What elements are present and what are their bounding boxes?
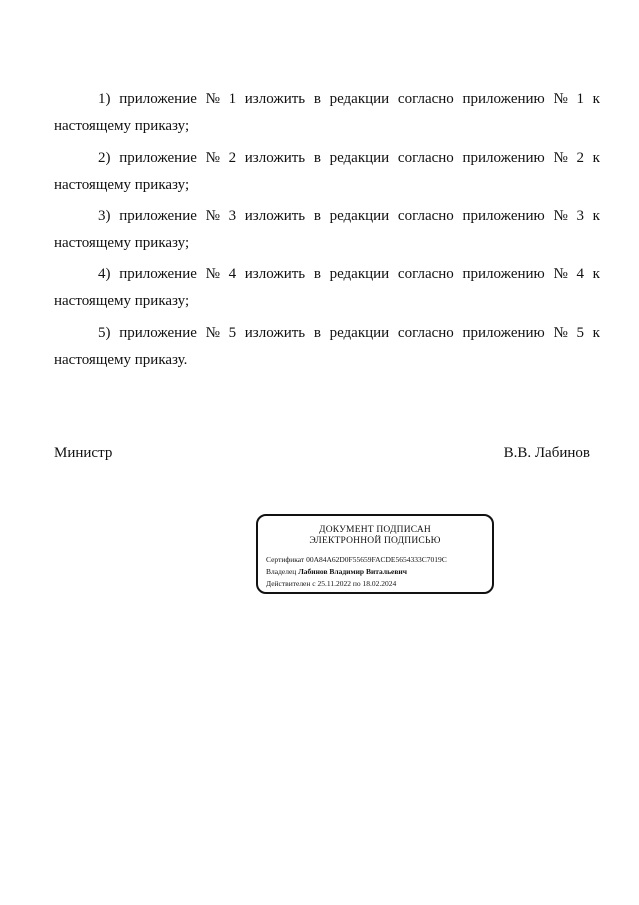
amendment-item [54,145,600,199]
signatory-name: В.В. Лабинов [503,445,590,461]
valid-from-value: 25.11.2022 [317,579,351,588]
valid-from-label: с [312,579,316,588]
amendment-word: редакции [329,325,390,341]
amendment-word: 4 [576,266,584,282]
stamp-validity [258,578,492,590]
amendment-item [54,320,600,374]
signature-row [54,445,590,462]
amendment-word: № [553,266,568,282]
electronic-signature-stamp [256,514,494,594]
amendment-item-line [54,261,600,288]
amendment-word: 5) [98,325,111,341]
amendment-word: № [205,150,220,166]
amendment-word: приложение [119,208,197,224]
amendment-word: согласно [397,266,454,282]
amendment-item [54,203,600,257]
amendment-word: приложению [462,150,545,166]
amendment-item-tail: настоящему приказу; [54,177,190,193]
amendment-word: приложение [119,325,197,341]
amendment-word: к [592,91,600,107]
amendment-word: № [553,325,568,341]
amendment-item-tail: настоящему приказу; [54,118,190,134]
amendment-word: 5 [228,325,237,341]
amendment-item-line [54,86,600,113]
amendment-word: № [205,266,220,282]
amendment-word: 2) [98,150,111,166]
amendment-word: изложить [244,266,306,282]
amendment-word: приложение [119,91,197,107]
owner-label: Владелец [266,567,297,576]
amendment-word: приложению [462,208,545,224]
amendment-word: согласно [397,325,454,341]
owner-value: Лабинов Владимир Витальевич [298,567,407,576]
amendment-word: в [313,150,321,166]
amendment-word: изложить [244,150,306,166]
amendment-word: 1 [228,91,237,107]
amendment-word: изложить [244,91,306,107]
amendment-word: к [592,325,600,341]
stamp-certificate [258,554,492,566]
amendment-item-line [54,145,600,172]
amendment-word: 3 [228,208,237,224]
amendment-word: в [313,208,321,224]
amendment-word: № [205,91,220,107]
amendment-word: согласно [397,150,454,166]
amendment-word: согласно [397,91,454,107]
amendment-word: редакции [329,150,390,166]
amendment-word: редакции [329,91,390,107]
amendment-word: к [592,208,600,224]
amendment-item-line [54,320,600,347]
amendment-word: № [205,325,220,341]
amendment-word: 5 [576,325,584,341]
amendment-word: приложению [462,325,545,341]
amendment-word: № [553,150,568,166]
amendment-word: 2 [228,150,237,166]
stamp-title-line-2: ЭЛЕКТРОННОЙ ПОДПИСЬЮ [309,536,441,546]
amendment-word: № [553,91,568,107]
amendment-word: к [592,266,600,282]
amendment-word: приложение [119,266,197,282]
valid-to-label: по [352,579,361,588]
certificate-label: Сертификат [266,555,305,564]
amendment-item-tail: настоящему приказу. [54,352,188,368]
amendment-word: 1 [576,91,584,107]
signatory-position: Министр [54,445,113,461]
amendment-item-tail: настоящему приказу; [54,293,190,309]
amendment-item-tail: настоящему приказу; [54,235,190,251]
amendment-word: редакции [329,208,390,224]
amendment-word: приложение [119,150,197,166]
amendment-item [54,86,600,140]
amendment-word: 1) [98,91,111,107]
amendment-word: 3) [98,208,111,224]
amendment-word: изложить [244,325,306,341]
certificate-value: 00A84A62D0F55659FACDE5654333C7019C [306,555,447,564]
amendment-word: в [313,266,321,282]
amendment-word: в [313,91,321,107]
valid-label: Действителен [266,579,311,588]
amendment-item [54,261,600,315]
valid-to-value: 18.02.2024 [362,579,397,588]
amendment-word: в [313,325,321,341]
amendment-word: редакции [329,266,390,282]
stamp-title [258,525,492,547]
amendment-word: приложению [462,266,545,282]
stamp-owner [258,566,492,578]
amendment-word: согласно [397,208,454,224]
amendment-word: к [592,150,600,166]
amendment-word: 3 [576,208,584,224]
amendment-word: приложению [462,91,545,107]
amendment-word: 4) [98,266,111,282]
amendment-word: 2 [576,150,584,166]
amendment-word: № [205,208,220,224]
stamp-title-line-1: ДОКУМЕНТ ПОДПИСАН [319,525,431,535]
amendment-item-line [54,203,600,230]
amendment-word: 4 [228,266,237,282]
amendment-word: № [553,208,568,224]
amendment-word: изложить [244,208,306,224]
